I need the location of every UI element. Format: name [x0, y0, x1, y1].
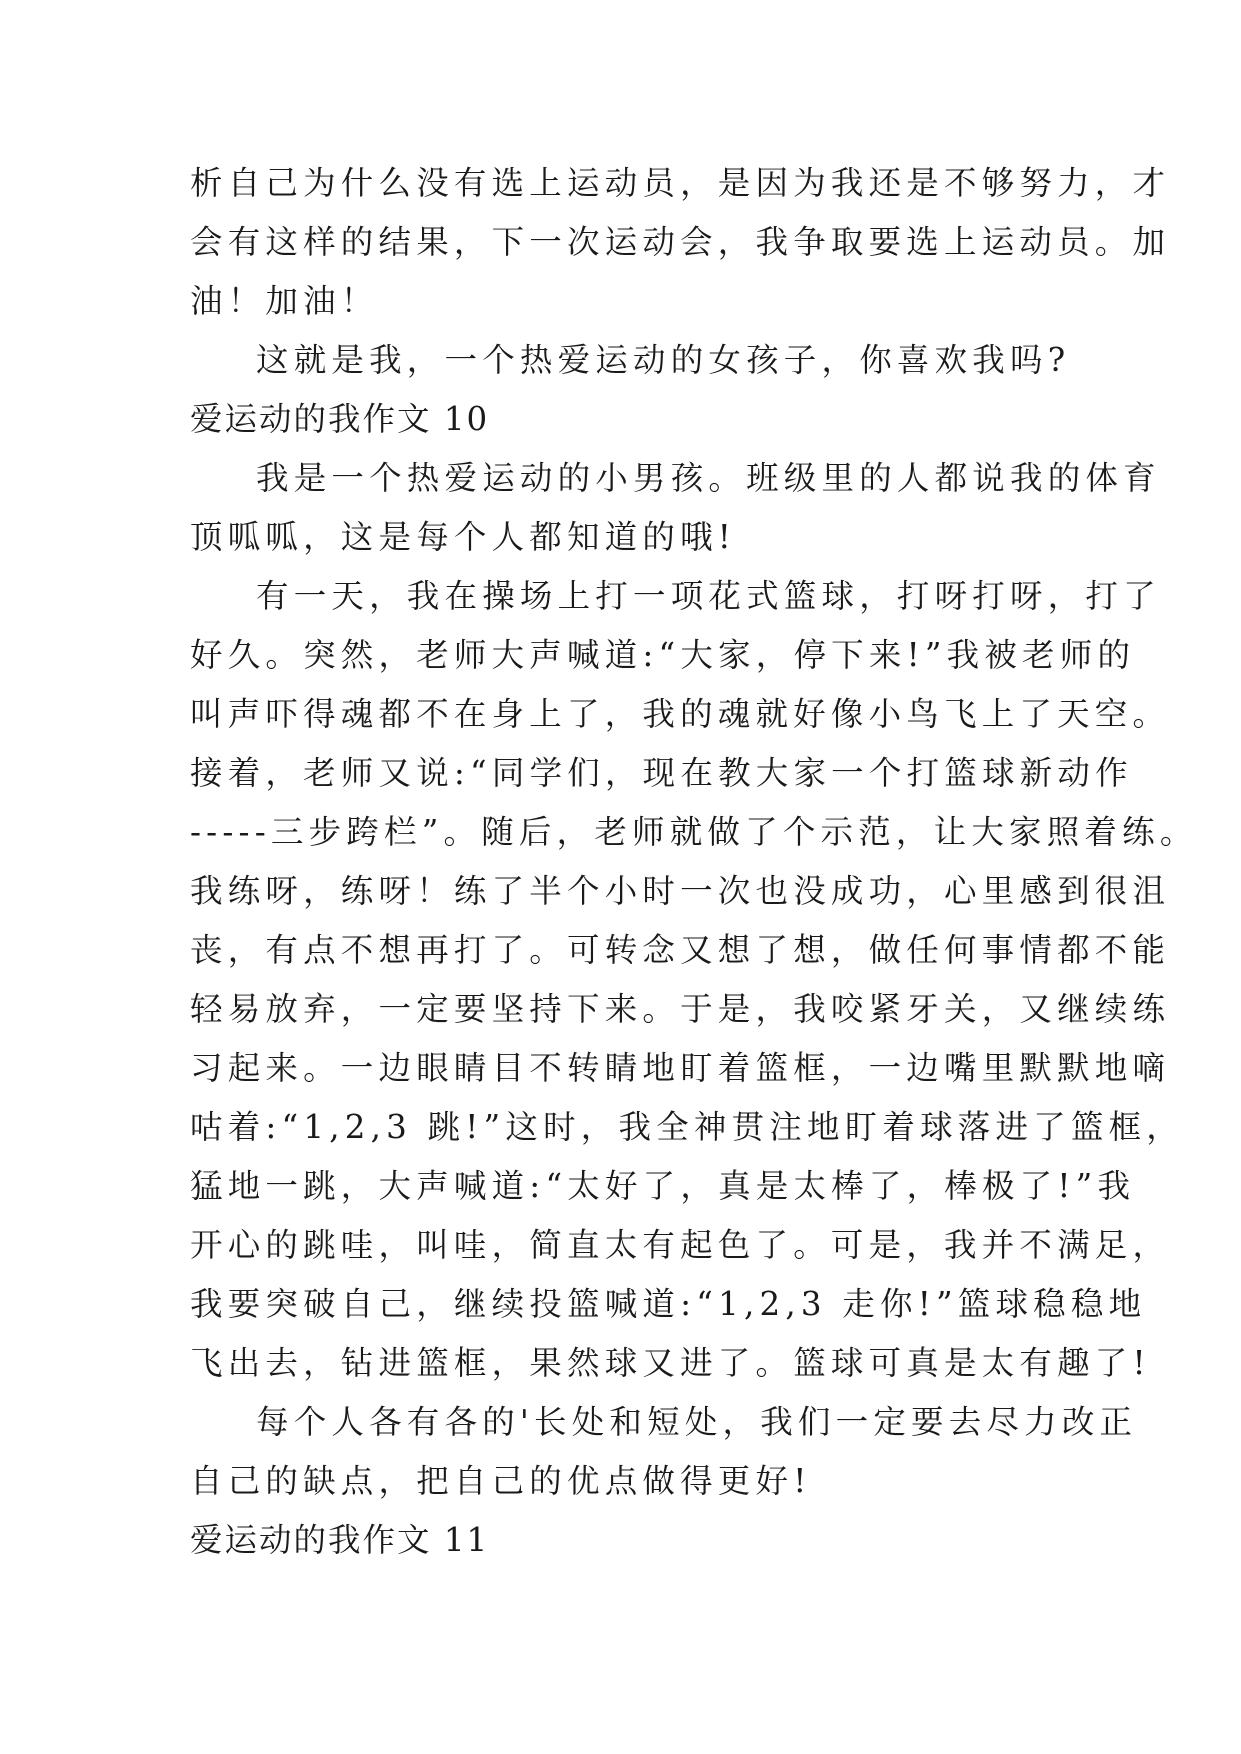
paragraph-start-line: 每个人各有各的'长处和短处，我们一定要去尽力改正: [256, 1403, 1138, 1441]
text-line: 开心的跳哇，叫哇，简直太有起色了。可是，我并不满足，: [190, 1226, 1171, 1264]
document-body: [190, 154, 1198, 1570]
text-line: 叫声吓得魂都不在身上了，我的魂就好像小鸟飞上了天空。: [190, 695, 1171, 733]
text-line: 会有这样的结果，下一次运动会，我争取要选上运动员。加: [190, 223, 1171, 261]
text-line: 猛地一跳，大声喊道:“太好了，真是太棒了，棒极了!”我: [190, 1167, 1136, 1205]
text-line: 咕着:“1,2,3 跳!”这时，我全神贯注地盯着球落进了篮框，: [190, 1108, 1184, 1146]
text-line: -----三步跨栏”。随后，老师就做了个示范，让大家照着练。: [190, 813, 1198, 851]
text-line: 析自己为什么没有选上运动员，是因为我还是不够努力，才: [190, 164, 1171, 202]
text-line: 顶呱呱，这是每个人都知道的哦!: [190, 518, 737, 556]
text-line: 油！加油！: [190, 282, 379, 320]
text-line: 自己的缺点，把自己的优点做得更好!: [190, 1462, 812, 1500]
section-heading: 爱运动的我作文 10: [190, 400, 490, 438]
text-line: 接着，老师又说:“同学们，现在教大家一个打篮球新动作: [190, 754, 1133, 792]
text-line: 我要突破自己，继续投篮喊道:“1,2,3 走你!”篮球稳稳地: [190, 1285, 1147, 1323]
text-line: 我练呀，练呀！练了半个小时一次也没成功，心里感到很沮: [190, 872, 1171, 910]
paragraph-start-line: 这就是我，一个热爱运动的女孩子，你喜欢我吗?: [256, 341, 1071, 379]
section-heading: 爱运动的我作文 11: [190, 1521, 490, 1559]
text-line: 飞出去，钻进篮框，果然球又进了。篮球可真是太有趣了!: [190, 1344, 1151, 1382]
text-line: 轻易放弃，一定要坚持下来。于是，我咬紧牙关，又继续练: [190, 990, 1171, 1028]
paragraph-start-line: 有一天，我在操场上打一项花式篮球，打呀打呀，打了: [256, 577, 1161, 615]
text-line: 好久。突然，老师大声喊道:“大家，停下来!”我被老师的: [190, 636, 1136, 674]
text-line: 丧，有点不想再打了。可转念又想了想，做任何事情都不能: [190, 931, 1171, 969]
text-line: 习起来。一边眼睛目不转睛地盯着篮框，一边嘴里默默地嘀: [190, 1049, 1171, 1087]
paragraph-start-line: 我是一个热爱运动的小男孩。班级里的人都说我的体育: [256, 459, 1161, 497]
